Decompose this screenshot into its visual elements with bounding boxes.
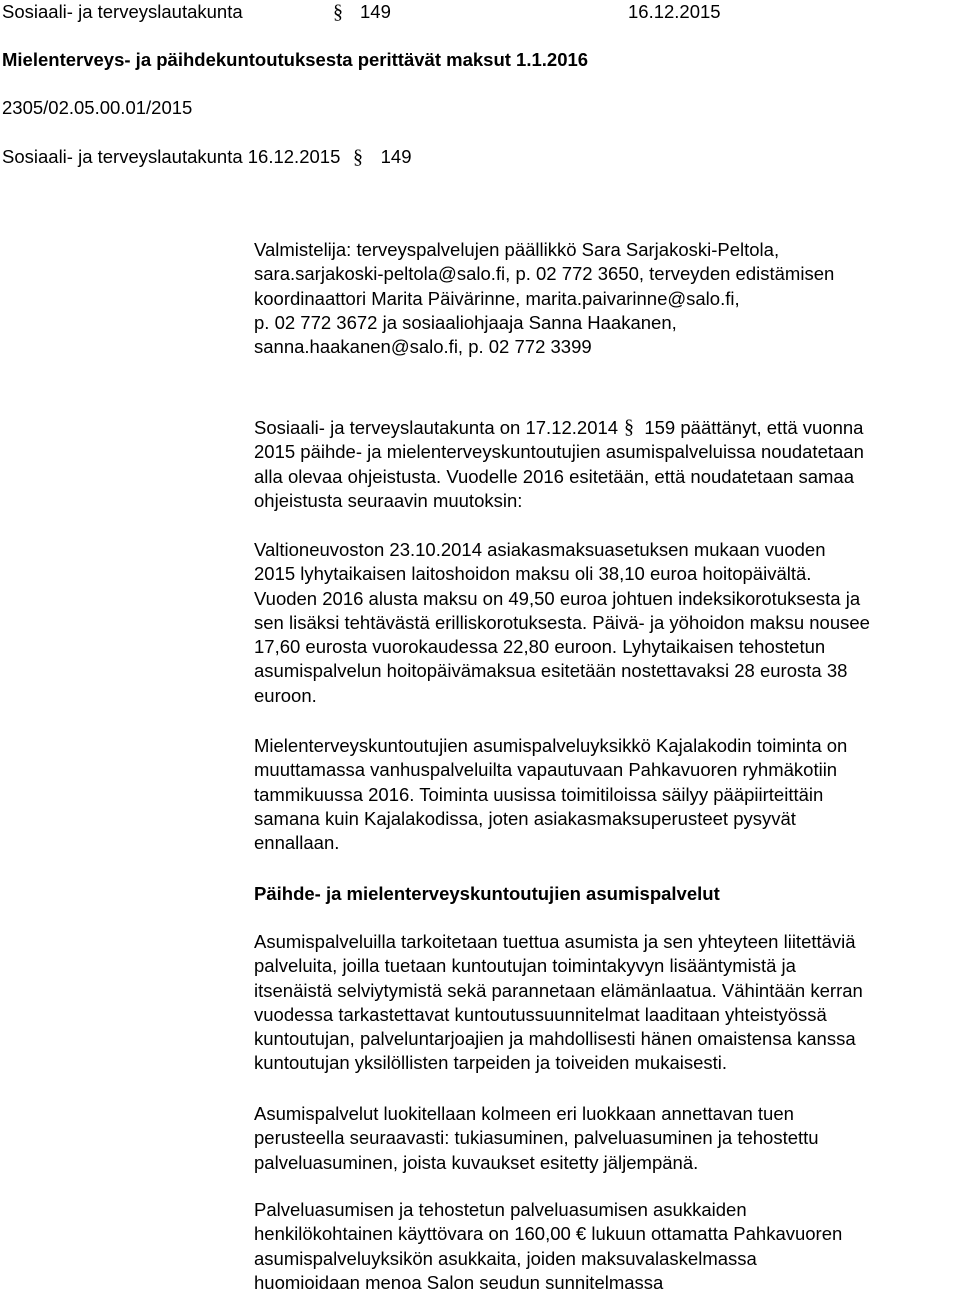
- section-mark-icon: [352, 146, 368, 168]
- svg-text:§: §: [352, 146, 363, 168]
- page-title: Mielenterveys- ja päihdekuntoutuksesta perittävät maksut 1.1.2016: [2, 49, 589, 70]
- paragraph-line: kuntoutujan yksilöllisten tarpeiden ja toiveiden mukaisesti.: [254, 1052, 728, 1074]
- paragraph-line: Valtioneuvoston 23.10.2014 asiakasmaksuasetuksen mukaan vuoden: [254, 539, 826, 560]
- paragraph-line: alla olevaa ohjeistusta. Vuodelle 2016 esitetään, että noudatetaan samaa: [254, 465, 854, 487]
- paragraph-line: huomioidaan menoa Salon seudun sunnitelmassa: [254, 1271, 664, 1293]
- paragraph-line: itsenäistä selviytymistä sekä parannetaan elämänlaatua. Vähintään kerran: [254, 979, 863, 1001]
- paragraph-line: vuodessa tarkastettavat kuntoutussuunnitelmat laaditaan yhteistyössä: [254, 1003, 827, 1025]
- handling-section-number: 149: [380, 146, 412, 167]
- paragraph-line: Asumispalvelut luokitellaan kolmeen eri luokkaan annettavan tuen: [254, 1103, 794, 1124]
- document-header: [2, 1, 952, 23]
- preparer-line: sanna.haakanen@salo.fi, p. 02 772 3399: [254, 336, 592, 358]
- paragraph-fees-change: [254, 538, 960, 708]
- svg-text:§: §: [624, 416, 635, 438]
- paragraph-line: henkilökohtainen käyttövara on 160,00 € lukuun ottamatta Pahkavuoren: [254, 1223, 843, 1245]
- meeting-date: 16.12.2015: [628, 1, 721, 22]
- preparer-line: p. 02 772 3672 ja sosiaaliohjaaja Sanna Haakanen,: [254, 311, 677, 333]
- paragraph-line: euroon.: [254, 684, 317, 706]
- paragraph-decision-background: [254, 416, 960, 513]
- paragraph-line: asumispalveluyksikön asukkaita, joiden maksuvalaskelmassa: [254, 1247, 757, 1269]
- paragraph-line: 2015 lyhytaikaisen laitoshoidon maksu oli 38,10 euroa hoitopäivältä.: [254, 563, 812, 585]
- board-name: Sosiaali- ja terveyslautakunta: [2, 1, 243, 22]
- paragraph-line: perusteella seuraavasti: tukiasuminen, palveluasuminen ja tehostettu: [254, 1127, 819, 1149]
- paragraph-line: Mielenterveyskuntoutujien asumispalveluyksikkö Kajalakodin toiminta on: [254, 735, 848, 756]
- paragraph-line: sen lisäksi tehtävästä erilliskorotuksesta. Päivä- ja yöhoidon maksu nousee: [254, 611, 870, 633]
- section-mark-icon: [623, 416, 639, 438]
- paragraph-line: muuttamassa vanhuspalveluilta vapautuvaan Pahkavuoren ryhmäkotiin: [254, 759, 838, 781]
- paragraph-line: Vuoden 2016 alusta maksu on 49,50 euroa johtuen indeksikorotuksesta ja: [254, 587, 861, 609]
- paragraph-line: palveluita, joilla tuetaan kuntoutujan toimintakyvyn lisääntymistä ja: [254, 955, 796, 977]
- paragraph-line: Asumispalveluilla tarkoitetaan tuettua asumista ja sen yhteyteen liitettäviä: [254, 931, 856, 952]
- handling-line: [2, 146, 412, 168]
- preparer-block: [254, 238, 960, 359]
- preparer-line: Valmistelija: terveyspalvelujen päällikkö Sara Sarjakoski-Peltola,: [254, 239, 780, 260]
- section-number: 149: [360, 1, 391, 22]
- paragraph-line: ohjeistusta seuraavin muutoksin:: [254, 489, 523, 511]
- paragraph-line: [254, 416, 960, 440]
- paragraph-housing-services: [254, 930, 960, 1076]
- preparer-line: koordinaattori Marita Päivärinne, marita.paivarinne@salo.fi,: [254, 287, 740, 309]
- paragraph-line: 2015 päihde- ja mielenterveyskuntoutujien asumispalveluissa noudatetaan: [254, 441, 864, 463]
- paragraph-line: asumispalvelun hoitopäivämaksua esitetään nostettavaksi 28 eurosta 38: [254, 660, 848, 682]
- paragraph-kajalakoti: [254, 734, 960, 855]
- svg-text:§: §: [333, 1, 343, 23]
- paragraph-line: 17,60 eurosta vuorokaudessa 22,80 euroon. Lyhytaikaisen tehostetun: [254, 636, 826, 658]
- section-heading: Päihde- ja mielenterveyskuntoutujien asumispalvelut: [254, 883, 720, 904]
- handling-board-date: Sosiaali- ja terveyslautakunta 16.12.2015: [2, 146, 341, 167]
- paragraph-classification: [254, 1102, 960, 1175]
- paragraph-text: Sosiaali- ja terveyslautakunta on 17.12.2014: [254, 417, 619, 438]
- paragraph-line: ennallaan.: [254, 832, 340, 854]
- paragraph-line: samana kuin Kajalakodissa, joten asiakasmaksuperusteet pysyvät: [254, 807, 796, 829]
- paragraph-line: palveluasuminen, joista kuvaukset esitetty jäljempänä.: [254, 1151, 699, 1173]
- preparer-line: sara.sarjakoski-peltola@salo.fi, p. 02 772 3650, terveyden edistämisen: [254, 263, 835, 285]
- paragraph-line: tammikuussa 2016. Toiminta uusissa toimitiloissa säilyy pääpiirteittäin: [254, 783, 824, 805]
- paragraph-personal-allowance: [254, 1198, 960, 1295]
- paragraph-line: kuntoutujan, palveluntarjoajien ja mahdollisesti hänen omaistensa kanssa: [254, 1028, 856, 1050]
- paragraph-line: Palveluasumisen ja tehostetun palveluasumisen asukkaiden: [254, 1199, 747, 1220]
- section-mark-icon: [332, 1, 348, 28]
- case-number: 2305/02.05.00.01/2015: [2, 97, 193, 118]
- paragraph-text: 159 päättänyt, että vuonna: [644, 417, 864, 438]
